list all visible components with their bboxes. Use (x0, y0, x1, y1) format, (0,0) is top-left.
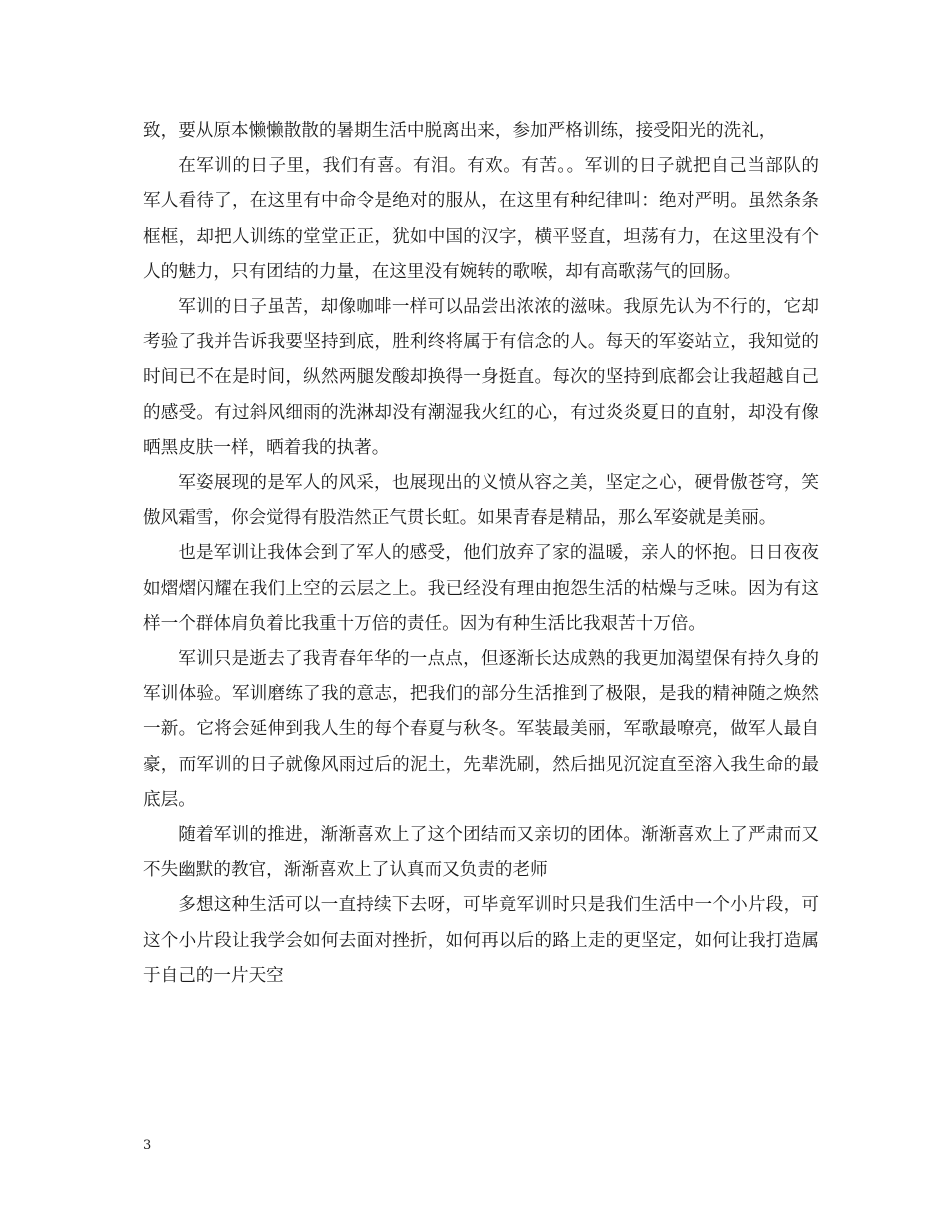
paragraph-8: 多想这种生活可以一直持续下去呀，可毕竟军训时只是我们生活中一个小片段，可这个小片段让我学会如何去面对挫折，如何再以后的路上走的更坚定，如何让我打造属于自己的一片天空 (143, 895, 819, 986)
paragraph-4: 军姿展现的是军人的风采，也展现出的义愤从容之美，坚定之心，硬骨傲苍穹，笑傲风霜雪，你会觉得有股浩然正气贯长虹。如果青春是精品，那么军姿就是美丽。 (143, 473, 819, 529)
page-number: 3 (143, 1138, 152, 1153)
paragraph-3: 军训的日子虽苦，却像咖啡一样可以品尝出浓浓的滋味。我原先认为不行的，它却考验了我并告诉我要坚持到底，胜利终将属于有信念的人。每天的军姿站立，我知觉的时间已不在是时间，纵然两腿发酸却换得一身挺直。每次的坚持到底都会让我超越自己的感受。有过斜风细雨的洗淋却没有潮湿我火红的心，有过炎炎夏日的直射，却没有像晒黑皮肤一样，晒着我的执著。 (143, 297, 819, 458)
paragraph-6: 军训只是逝去了我青春年华的一点点，但逐渐长达成熟的我更加渴望保有持久身的军训体验。军训磨练了我的意志，把我们的部分生活推到了极限，是我的精神随之焕然一新。它将会延伸到我人生的每个春夏与秋冬。军装最美丽，军歌最嘹亮，做军人最自豪，而军训的日子就像风雨过后的泥土，先辈洗刷，然后拙见沉淀直至溶入我生命的最底层。 (143, 649, 819, 810)
paragraph-7: 随着军训的推进，渐渐喜欢上了这个团结而又亲切的团体。渐渐喜欢上了严肃而又不失幽默的教官，渐渐喜欢上了认真而又负责的老师 (143, 825, 819, 881)
paragraph-5: 也是军训让我体会到了军人的感受，他们放弃了家的温暖，亲人的怀抱。日日夜夜如熠熠闪耀在我们上空的云层之上。我已经没有理由抱怨生活的枯燥与乏味。因为有这样一个群体肩负着比我重十万倍的责任。因为有种生活比我艰苦十万倍。 (143, 543, 819, 634)
paragraph-2: 在军训的日子里，我们有喜。有泪。有欢。有苦。。军训的日子就把自己当部队的军人看待了，在这里有中命令是绝对的服从，在这里有种纪律叫：绝对严明。虽然条条框框，却把人训练的堂堂正正，犹如中国的汉字，横平竖直，坦荡有力，在这里没有个人的魅力，只有团结的力量，在这里没有婉转的歌喉，却有高歌荡气的回肠。 (143, 156, 819, 282)
document-body (143, 114, 819, 994)
paragraph-1: 致，要从原本懒懒散散的暑期生活中脱离出来，参加严格训练，接受阳光的洗礼， (143, 121, 777, 141)
